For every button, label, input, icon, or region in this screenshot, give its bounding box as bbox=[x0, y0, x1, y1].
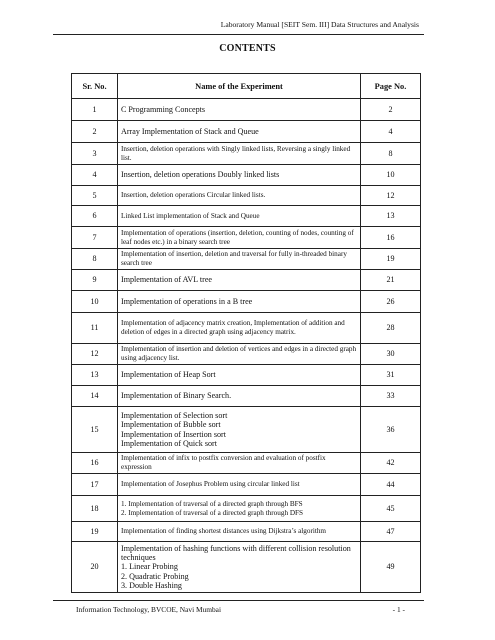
header-rule bbox=[53, 34, 424, 35]
column-header-sr-no: Sr. No. bbox=[72, 74, 118, 99]
page-no-cell: 13 bbox=[361, 206, 421, 227]
experiment-name-line: 3. Double Hashing bbox=[121, 580, 182, 590]
sr-no-cell: 5 bbox=[72, 186, 118, 206]
page-no-cell: 49 bbox=[361, 542, 421, 593]
experiment-name-line: C Programming Concepts bbox=[121, 104, 206, 114]
sr-no-cell: 12 bbox=[72, 344, 118, 365]
page-no-cell: 8 bbox=[361, 143, 421, 165]
experiment-name-line: Implementation of Bubble sort bbox=[121, 420, 221, 430]
experiment-name-line: Insertion, deletion operations with Singly linked lists, Reversing a singly linked list. bbox=[121, 144, 351, 162]
table-row bbox=[72, 186, 421, 206]
experiment-name-cell bbox=[118, 270, 361, 291]
page-no-cell: 30 bbox=[361, 344, 421, 365]
table-body bbox=[72, 99, 421, 593]
page-no-cell: 31 bbox=[361, 365, 421, 386]
experiment-name-cell bbox=[118, 99, 361, 121]
experiment-name-cell bbox=[118, 407, 361, 453]
page-no-cell: 47 bbox=[361, 522, 421, 542]
table-row bbox=[72, 453, 421, 474]
table-row bbox=[72, 206, 421, 227]
table-row bbox=[72, 291, 421, 313]
sr-no-cell: 20 bbox=[72, 542, 118, 593]
experiment-name-line: Implementation of operations in a B tree bbox=[121, 296, 253, 306]
sr-no-cell: 13 bbox=[72, 365, 118, 386]
sr-no-cell: 18 bbox=[72, 496, 118, 522]
page-no-cell: 2 bbox=[361, 99, 421, 121]
experiment-name-line: 2. Quadratic Probing bbox=[121, 571, 189, 581]
page-no-cell: 45 bbox=[361, 496, 421, 522]
experiment-name-cell bbox=[118, 186, 361, 206]
sr-no-cell: 8 bbox=[72, 249, 118, 270]
table-row bbox=[72, 522, 421, 542]
experiment-name-line: 1. Linear Probing bbox=[121, 562, 178, 572]
experiment-name-line: Implementation of Heap Sort bbox=[121, 370, 216, 380]
experiment-name-line: Implementation of Quick sort bbox=[121, 438, 217, 448]
footer-page-number: - 1 - bbox=[392, 605, 405, 614]
page-no-cell: 10 bbox=[361, 165, 421, 186]
table-row bbox=[72, 386, 421, 407]
table-row bbox=[72, 227, 421, 249]
page-no-cell: 28 bbox=[361, 313, 421, 344]
table-row bbox=[72, 344, 421, 365]
table-row bbox=[72, 99, 421, 121]
page-no-cell: 16 bbox=[361, 227, 421, 249]
table-header-row bbox=[72, 74, 421, 99]
table-row bbox=[72, 313, 421, 344]
experiment-name-cell bbox=[118, 344, 361, 365]
experiment-name-cell bbox=[118, 143, 361, 165]
experiment-name-line: Implementation of insertion, deletion and traversal for fully in-threaded binary search tree bbox=[121, 250, 347, 267]
table-row bbox=[72, 474, 421, 496]
experiment-name-line: Implementation of operations (insertion, deletion, counting of nodes, counting of leaf nodes etc.) in a binary search tree bbox=[121, 228, 354, 246]
experiment-name-line: Insertion, deletion operations Doubly linked lists bbox=[121, 170, 280, 180]
table-row bbox=[72, 365, 421, 386]
page-no-cell: 26 bbox=[361, 291, 421, 313]
experiment-name-cell bbox=[118, 542, 361, 593]
page-no-cell: 21 bbox=[361, 270, 421, 291]
experiment-name-line: Implementation of insertion and deletion of vertices and edges in a directed graph using adjacency list. bbox=[121, 345, 357, 362]
sr-no-cell: 6 bbox=[72, 206, 118, 227]
experiment-name-line: Implementation of finding shortest distances using Dijkstra’s algorithm bbox=[121, 527, 327, 536]
experiment-name-line: Linked List implementation of Stack and Queue bbox=[121, 211, 260, 220]
experiment-name-cell bbox=[118, 121, 361, 143]
sr-no-cell: 19 bbox=[72, 522, 118, 542]
experiment-name-cell bbox=[118, 522, 361, 542]
experiment-name-cell bbox=[118, 496, 361, 522]
table-row bbox=[72, 542, 421, 593]
experiment-name-line: Array Implementation of Stack and Queue bbox=[121, 126, 259, 136]
experiment-name-cell bbox=[118, 365, 361, 386]
table-row bbox=[72, 143, 421, 165]
experiment-name-cell bbox=[118, 453, 361, 474]
experiment-name-line: Implementation of Binary Search. bbox=[121, 391, 232, 401]
contents-table bbox=[71, 73, 421, 593]
sr-no-cell: 9 bbox=[72, 270, 118, 291]
experiment-name-cell bbox=[118, 249, 361, 270]
sr-no-cell: 10 bbox=[72, 291, 118, 313]
sr-no-cell: 14 bbox=[72, 386, 118, 407]
page-no-cell: 36 bbox=[361, 407, 421, 453]
page-no-cell: 42 bbox=[361, 453, 421, 474]
experiment-name-line: Implementation of hashing functions with different collision resolution techniques bbox=[121, 543, 351, 563]
experiment-name-line: Implementation of infix to postfix conversion and evaluation of postfix expression bbox=[121, 454, 326, 471]
sr-no-cell: 17 bbox=[72, 474, 118, 496]
page-no-cell: 12 bbox=[361, 186, 421, 206]
experiment-name-cell bbox=[118, 165, 361, 186]
table-row bbox=[72, 121, 421, 143]
page-no-cell: 33 bbox=[361, 386, 421, 407]
experiment-name-line: Implementation of AVL tree bbox=[121, 275, 213, 285]
page-no-cell: 4 bbox=[361, 121, 421, 143]
sr-no-cell: 11 bbox=[72, 313, 118, 344]
experiment-name-cell bbox=[118, 313, 361, 344]
column-header-experiment-name: Name of the Experiment bbox=[118, 74, 361, 99]
footer-rule bbox=[53, 600, 424, 601]
experiment-name-cell bbox=[118, 474, 361, 496]
running-head: Laboratory Manual [SEIT Sem. III] Data Structures and Analysis bbox=[220, 20, 419, 29]
sr-no-cell: 15 bbox=[72, 407, 118, 453]
sr-no-cell: 2 bbox=[72, 121, 118, 143]
sr-no-cell: 1 bbox=[72, 99, 118, 121]
experiment-name-line: 2. Implementation of traversal of a directed graph through DFS bbox=[121, 508, 304, 517]
table-row bbox=[72, 496, 421, 522]
experiment-name-line: Implementation of Selection sort bbox=[121, 410, 228, 420]
footer-institution: Information Technology, BVCOE, Navi Mumbai bbox=[76, 605, 222, 614]
experiment-name-line: Implementation of Josephus Problem using circular linked list bbox=[121, 480, 300, 489]
table-row bbox=[72, 270, 421, 291]
sr-no-cell: 4 bbox=[72, 165, 118, 186]
experiment-name-line: Implementation of Insertion sort bbox=[121, 429, 226, 439]
page-no-cell: 44 bbox=[361, 474, 421, 496]
column-header-page-no: Page No. bbox=[361, 74, 421, 99]
page-no-cell: 19 bbox=[361, 249, 421, 270]
experiment-name-line: 1. Implementation of traversal of a directed graph through BFS bbox=[121, 499, 303, 508]
sr-no-cell: 16 bbox=[72, 453, 118, 474]
table-row bbox=[72, 249, 421, 270]
experiment-name-cell bbox=[118, 386, 361, 407]
experiment-name-cell bbox=[118, 291, 361, 313]
sr-no-cell: 3 bbox=[72, 143, 118, 165]
experiment-name-line: Insertion, deletion operations Circular linked lists. bbox=[121, 191, 266, 200]
experiment-name-cell bbox=[118, 227, 361, 249]
sr-no-cell: 7 bbox=[72, 227, 118, 249]
table-row bbox=[72, 407, 421, 453]
page-title: CONTENTS bbox=[219, 43, 276, 54]
experiment-name-cell bbox=[118, 206, 361, 227]
experiment-name-line: Implementation of adjacency matrix creation, Implementation of addition and deletion of edges in a directed graph using adjacency matrix. bbox=[121, 319, 345, 336]
table-row bbox=[72, 165, 421, 186]
